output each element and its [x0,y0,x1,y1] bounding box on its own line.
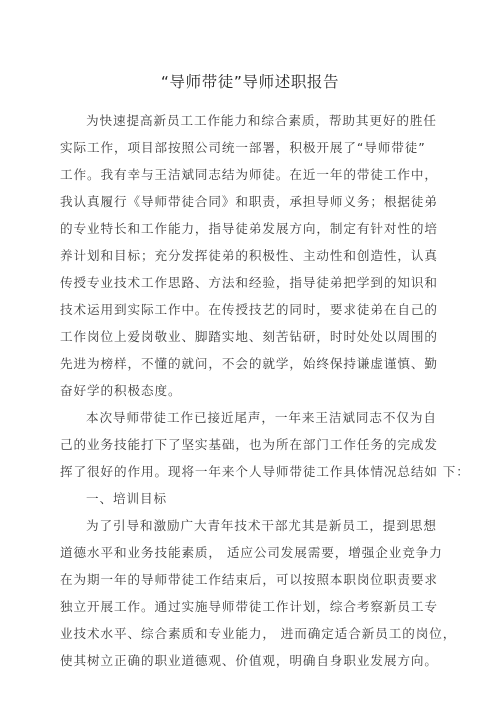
paragraph-line: 传授专业技术工作思路、方法和经验，指导徒弟把学到的知识和 [60,275,438,290]
paragraph-line: 挥了很好的作用。现将一年来个人导师带徒工作具体情况总结如 下： [60,464,470,479]
section-heading: 一、培训目标 [86,491,167,506]
paragraph-line: 本次导师带徒工作已接近尾声，一年来王洁斌同志不仅为自 [86,410,437,425]
paragraph-line: 业技术水平、综合素质和专业能力， 进而确定适合新员工的岗位， [60,626,457,641]
paragraph-line: 奋好学的积极态度。 [60,383,182,398]
paragraph-line: 己的业务技能打下了坚实基础，也为所在部门工作任务的完成发 [60,437,438,452]
paragraph-line: 道德水平和业务技能素质， 适应公司发展需要，增强企业竞争力 [60,545,443,560]
paragraph-line: 技术运用到实际工作中。在传授技艺的同时，要求徒弟在自己的 [60,302,438,317]
paragraph-line: 独立开展工作。通过实施导师带徒工作计划，综合考察新员工专 [60,599,438,614]
paragraph-line: 的专业特长和工作能力，指导徒弟发展方向，制定有针对性的培 [60,221,438,236]
paragraph-line: 养计划和目标；充分发挥徒弟的积极性、主动性和创造性，认真 [60,248,438,263]
paragraph-line: 工作岗位上爱岗敬业、脚踏实地、刻苦钻研，时时处处以周围的 [60,329,438,344]
paragraph-line: 工作。我有幸与王洁斌同志结为师徒。在近一年的带徒工作中， [60,167,438,182]
paragraph-line: 为快速提高新员工工作能力和综合素质，帮助其更好的胜任 [86,113,437,128]
paragraph-line: 实际工作，项目部按照公司统一部署，积极开展了“导师带徒” [60,140,426,155]
paragraph-line: 为了引导和激励广大青年技术干部尤其是新员工，提到思想 [86,518,437,533]
document-title: “导师带徒”导师述职报告 [160,73,340,91]
paragraph-line: 在为期一年的导师带徒工作结束后，可以按照本职岗位职责要求 [60,572,438,587]
paragraph-line: 我认真履行《导师带徒合同》和职责，承担导师义务；根据徒弟 [60,194,438,209]
paragraph-line: 使其树立正确的职业道德观、价值观，明确自身职业发展方向。 [60,653,438,668]
paragraph-line: 先进为榜样，不懂的就问，不会的就学，始终保持谦虚谨慎、勤 [60,356,438,371]
